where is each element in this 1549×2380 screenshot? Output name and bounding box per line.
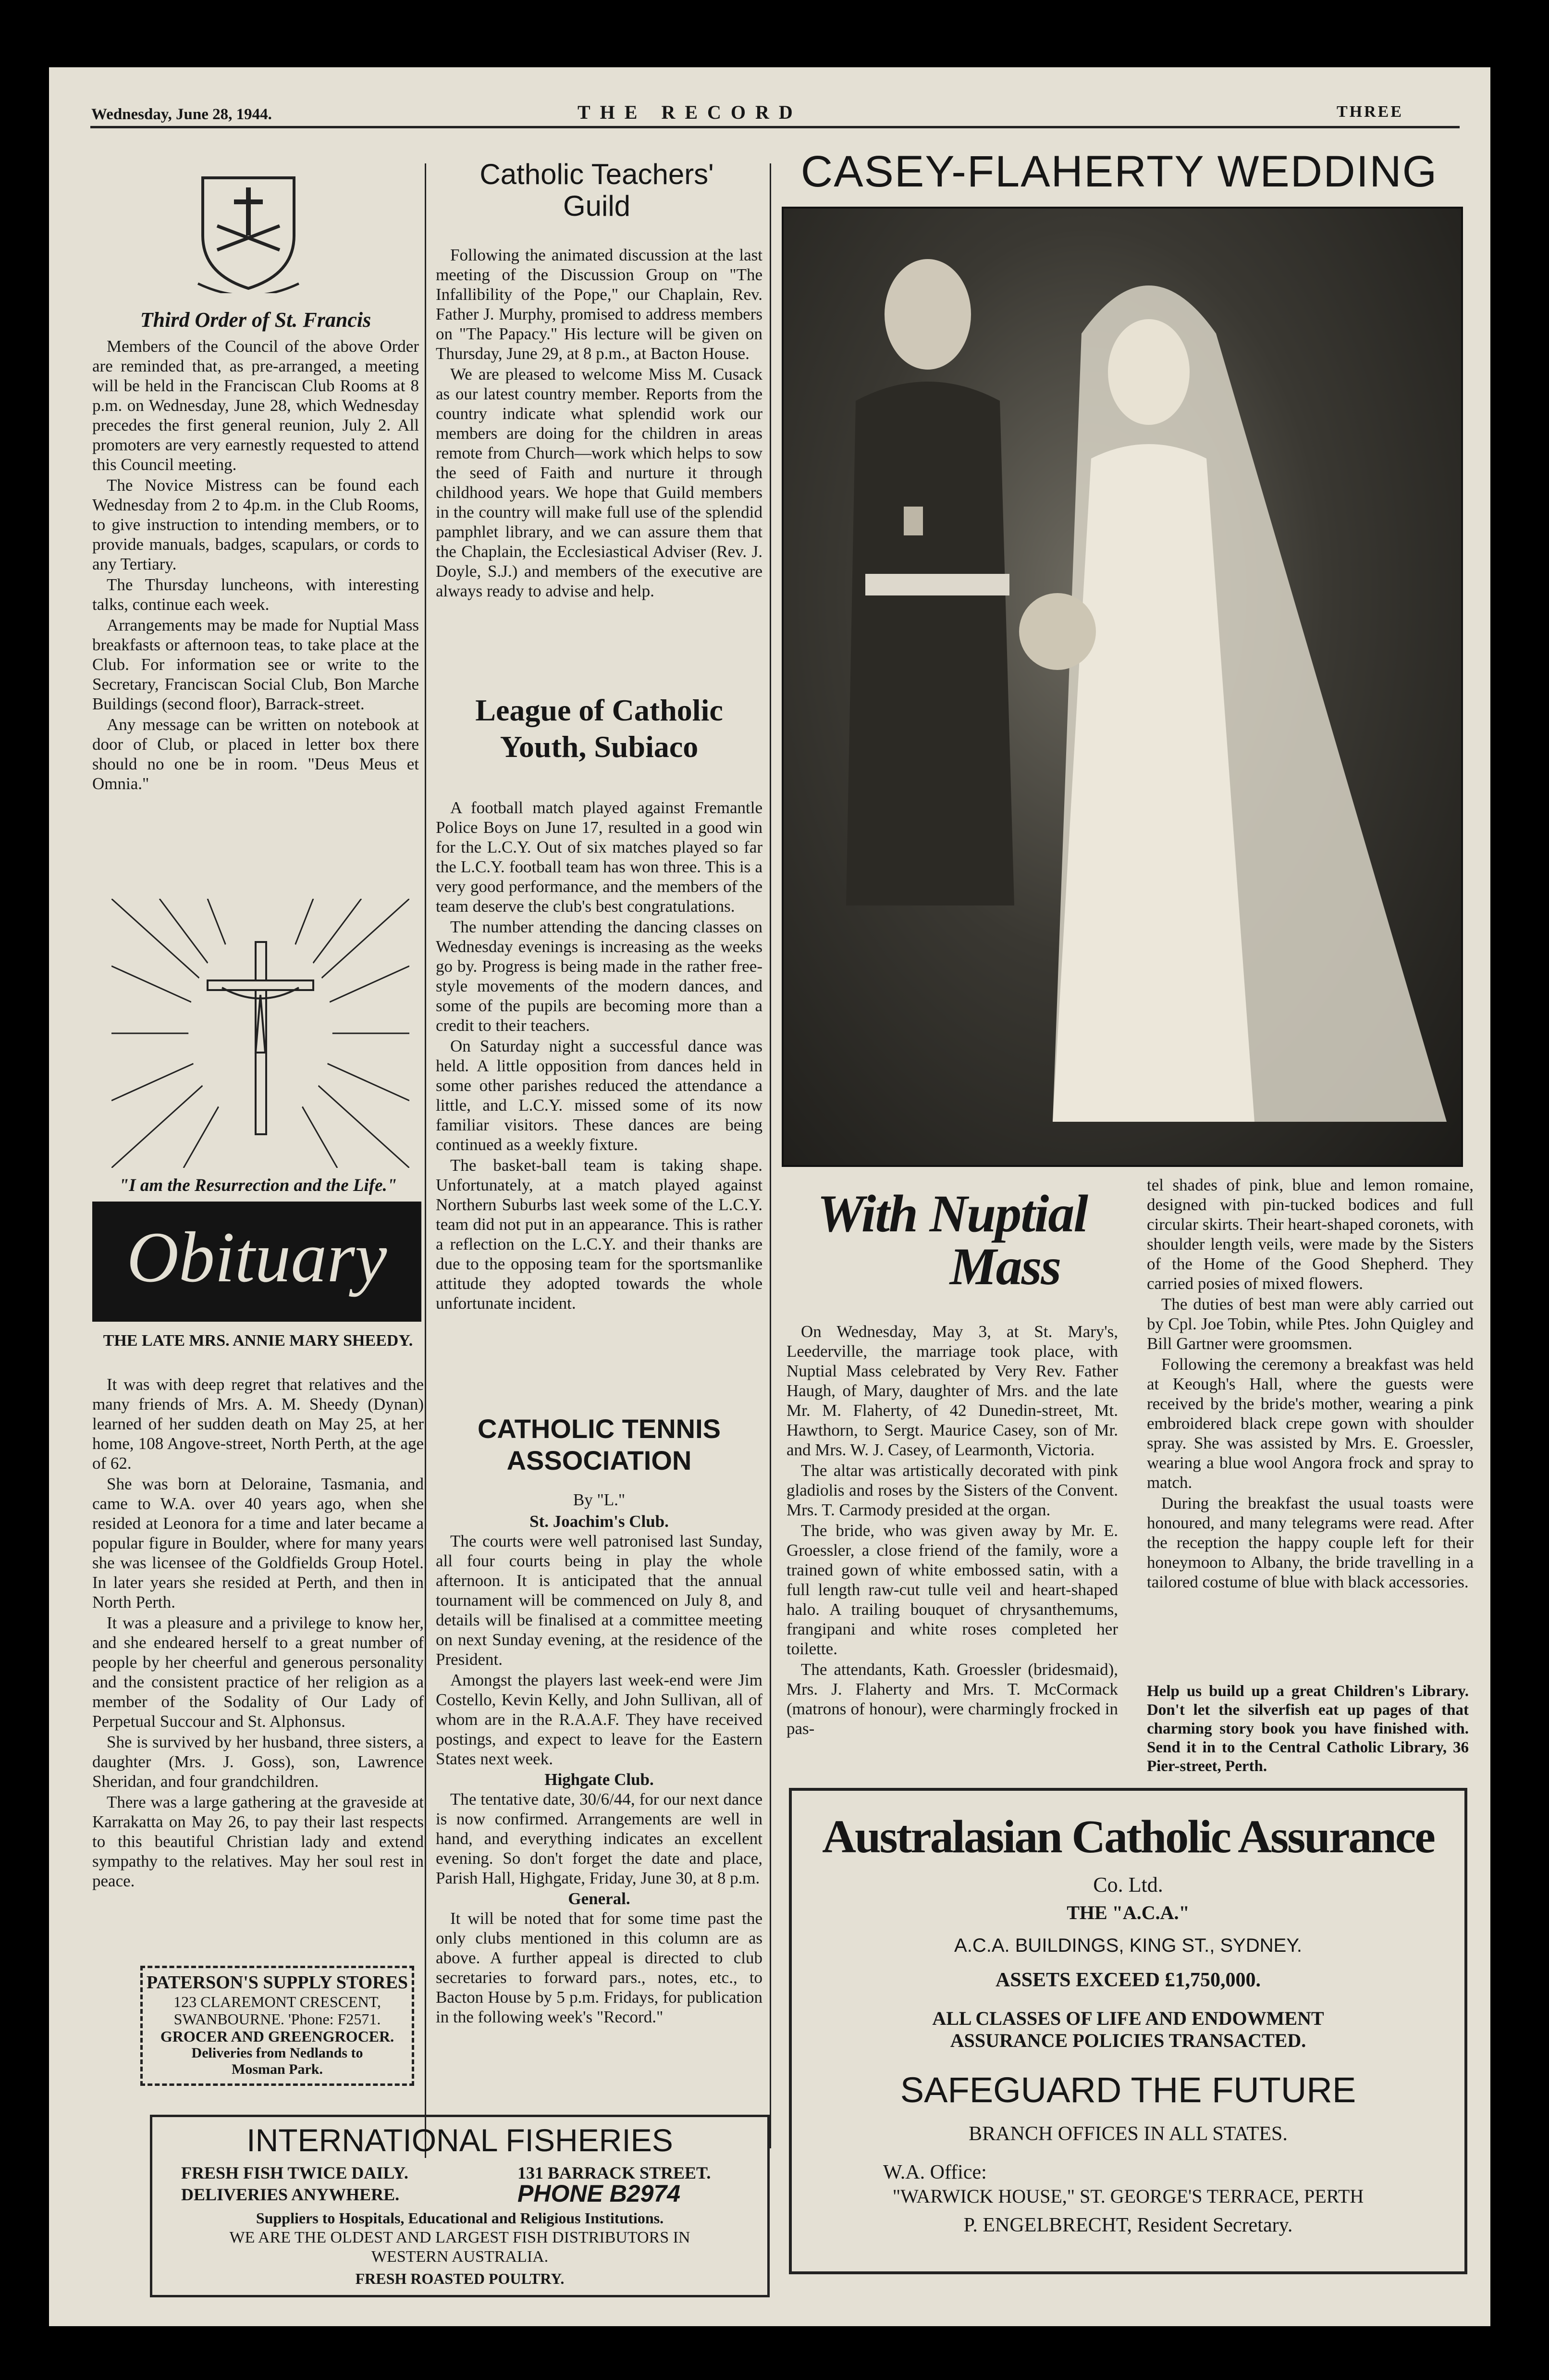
league-paragraph: A football match played against Fremantle Police Boys on June 17, resulted in a good win for the L.C.Y. Out of six matches played so far the L.C.Y. football team has won three. This is a very good performance, and the members of the team deserve the club's best congratulations. — [436, 798, 762, 916]
league-title-line1: League of Catholic — [475, 693, 723, 727]
wedding-body-right — [1147, 1175, 1474, 1593]
fisheries-fresh: FRESH FISH TWICE DAILY. — [181, 2163, 408, 2182]
third-order-paragraph: Any message can be written on notebook at door of Club, or placed in letter box there should no one be in room. "Deus Meus et Omnia." — [92, 715, 419, 793]
column-rule-2 — [770, 163, 771, 2148]
obituary-paragraph: There was a large gathering at the graveside at Karrakatta on May 26, to pay their last respects to this beautiful Christian lady and extend sympathy to the relatives. May her soul rest in peace. — [92, 1793, 424, 1890]
tennis-paragraph: The courts were well patronised last Sunday, all four courts being in play the whole afternoon. It is anticipated that the annual tournament will be commenced on July 8, and details will be finalised at a committee meeting on next Sunday evening, at the residence of the President. — [436, 1532, 762, 1669]
newspaper-page — [49, 67, 1490, 2326]
fisheries-deliveries: DELIVERIES ANYWHERE. — [181, 2185, 400, 2204]
assurance-name: Australasian Catholic Assurance — [822, 1811, 1434, 1863]
column-rule-1 — [425, 163, 426, 2158]
fisheries-suppliers: Suppliers to Hospitals, Educational and Religious Institutions. — [256, 2209, 664, 2227]
assurance-secretary: P. ENGELBRECHT, Resident Secretary. — [963, 2214, 1293, 2236]
league-paragraph: The basket-ball team is taking shape. Unfortunately, at a match played against Northern Suburbs last week some of the L.C.Y. team did not put in an appearance. This is rather a reflection on the L.C.Y. and their thanks are due to the opposing team for the sportsmanlike attitude they adopted towards the whole unfortunate incident. — [436, 1156, 762, 1313]
paterson-grocer: GROCER AND GREENGROCER. — [160, 2028, 394, 2045]
obituary-banner-text: Obituary — [126, 1217, 387, 1297]
assurance-assets: ASSETS EXCEED £1,750,000. — [996, 1969, 1261, 1991]
assurance-wa-office: W.A. Office: — [883, 2161, 987, 2183]
third-order-body — [92, 336, 419, 794]
wedding-paragraph: Following the ceremony a breakfast was held at Keough's Hall, where the guests were received by the bride's mother, wearing a pink embroidered black crepe gown with shoulder spray. She was assisted by Mrs. E. Groessler, wearing a blue wool Angora frock and spray to match. — [1147, 1355, 1474, 1492]
third-order-title: Third Order of St. Francis — [140, 308, 371, 332]
third-order-paragraph: The Novice Mistress can be found each Wednesday from 2 to 4p.m. in the Club Rooms, to give instruction to intending members, or to provide manuals, badges, scapulars, or cords to any Tertiary. — [92, 476, 419, 573]
tennis-paragraph: It will be noted that for some time past the only clubs mentioned in this column are as above. A further appeal is directed to club secretaries to forward pars., notes, etc., to Bacton House by 5 p.m. Fridays, for publication in the following week's "Record." — [436, 1909, 762, 2026]
wedding-body-left — [787, 1322, 1118, 1739]
fisheries-address: 131 BARRACK STREET. — [517, 2163, 711, 2182]
assurance-co: Co. Ltd. — [1093, 1873, 1163, 1897]
bride-figure-icon — [784, 209, 1461, 1165]
teachers-title-line2: Guild — [563, 190, 631, 222]
masthead-rule — [90, 126, 1460, 128]
paterson-phone: SWANBOURNE. 'Phone: F2571. — [173, 2010, 381, 2028]
tennis-title — [433, 1413, 765, 1476]
obituary-paragraph: It was a pleasure and a privilege to know her, and she endeared herself to a great number of people by her cheerful and generous personality and the consistent practice of her religion as a member of the Sodality of Our Lady of Perpetual Succour and St. Alphonsus. — [92, 1613, 424, 1731]
teachers-body — [436, 245, 762, 602]
tennis-title-line2: ASSOCIATION — [506, 1445, 692, 1475]
nuptial-banner — [789, 1184, 1116, 1296]
tennis-title-line1: CATHOLIC TENNIS — [477, 1413, 721, 1444]
paterson-area: Mosman Park. — [232, 2061, 323, 2077]
fisheries-ad — [150, 2115, 770, 2297]
wedding-paragraph: The altar was artistically decorated with pink gladiolis and roses by the Sisters of the Convent. Mrs. T. Carmody presided at the organ. — [787, 1461, 1118, 1519]
tennis-paragraph: The tentative date, 30/6/44, for our next dance is now confirmed. Arrangements are well in hand, and everything indicates an excellent evening. So don't forget the date and place, Parish Hall, Highgate, Friday, June 30, at 8 p.m. — [436, 1790, 762, 1887]
fisheries-oldest: WE ARE THE OLDEST AND LARGEST FISH DISTRIBUTORS IN — [229, 2229, 690, 2246]
tennis-body — [436, 1490, 762, 2028]
tennis-paragraph: Amongst the players last week-end were Jim Costello, Kevin Kelly, and John Sullivan, all of whom are in the R.A.A.F. They have received postings, and expect to leave for the Eastern States next week. — [436, 1671, 762, 1768]
teachers-title — [429, 159, 765, 222]
wedding-photo — [782, 207, 1463, 1167]
wedding-paragraph: The attendants, Kath. Groessler (bridesmaid), Mrs. J. Flaherty and Mrs. T. McCormack (matrons of honour), were charmingly frocked in pas- — [787, 1660, 1118, 1738]
assurance-classes-2: ASSURANCE POLICIES TRANSACTED. — [950, 2030, 1306, 2051]
nuptial-banner-line2: Mass — [949, 1237, 1061, 1296]
radiant-cross-icon — [111, 899, 409, 1168]
obituary-subhead: THE LATE MRS. ANNIE MARY SHEEDY. — [103, 1332, 413, 1350]
tennis-byline: By "L." — [573, 1490, 626, 1509]
paterson-ad — [140, 1966, 414, 2086]
wedding-headline: CASEY-FLAHERTY WEDDING — [800, 147, 1438, 196]
obituary-banner — [92, 1202, 421, 1322]
paper-name: THE RECORD — [578, 101, 802, 123]
wedding-paragraph: The bride, who was given away by Mr. E. Groessler, a close friend of the family, wore a trained gown of white embossed satin, with a full length raw-cut tulle veil and heart-shaped halo. A trailing bouquet of chrysanthemums, frangipani and white roses completed her toilette. — [787, 1521, 1118, 1658]
paterson-address: 123 CLAREMONT CRESCENT, — [173, 1993, 381, 2010]
obituary-paragraph: She was born at Deloraine, Tasmania, and came to W.A. over 40 years ago, when she resided at Leonora for a time and later became a popular figure in Boulder, where for many years she was licensee of the Goldfields Group Hotel. In later years she resided at Perth, and then in North Perth. — [92, 1475, 424, 1611]
league-title — [433, 692, 765, 765]
tennis-subhead-joachim: St. Joachim's Club. — [529, 1512, 669, 1531]
tennis-subhead-general: General. — [568, 1889, 630, 1908]
league-title-line2: Youth, Subiaco — [500, 730, 699, 764]
fisheries-poultry: FRESH ROASTED POULTRY. — [355, 2270, 565, 2287]
wedding-paragraph: The duties of best man were ably carried out by Cpl. Joe Tobin, while Ptes. John Quigley and Bill Gartner were groomsmen. — [1147, 1295, 1474, 1353]
assurance-buildings: A.C.A. BUILDINGS, KING ST., SYDNEY. — [954, 1935, 1302, 1956]
paterson-deliveries: Deliveries from Nedlands to — [191, 2045, 363, 2061]
paterson-name: PATERSON'S SUPPLY STORES — [146, 1972, 408, 1993]
wedding-paragraph: During the breakfast the usual toasts were honoured, and many telegrams were read. After the reception the happy couple left for their honeymoon to Albany, the bride travelling in a tailored costume of blue with black accessories. — [1147, 1494, 1474, 1591]
issue-date: Wednesday, June 28, 1944. — [91, 106, 272, 123]
library-note: Help us build up a great Children's Library. Don't let the silverfish eat up pages of that charming story book you have finished with. Send it in to the Central Catholic Library, 36 Pier-street, Perth. — [1147, 1683, 1469, 1775]
league-paragraph: On Saturday night a successful dance was held. A little opposition from dances held in some other parishes reduced the attendance a little, and L.C.Y. missed some of its now familiar visitors. These dances are being continued as a weekly fixture. — [436, 1037, 762, 1154]
third-order-paragraph: The Thursday luncheons, with interesting talks, continue each week. — [92, 575, 419, 614]
fisheries-name: INTERNATIONAL FISHERIES — [246, 2122, 673, 2158]
assurance-safeguard: SAFEGUARD THE FUTURE — [900, 2070, 1356, 2110]
tennis-subhead-highgate: Highgate Club. — [544, 1770, 654, 1789]
league-paragraph: The number attending the dancing classes on Wednesday evenings is increasing as the weeks go by. Progress is being made in the rather free-style movements of the modern dances, and some of the pupils are becoming more than a credit to their teachers. — [436, 917, 762, 1035]
assurance-classes-1: ALL CLASSES OF LIFE AND ENDOWMENT — [932, 2008, 1324, 2029]
fisheries-phone: PHONE B2974 — [517, 2180, 681, 2207]
third-order-paragraph: Members of the Council of the above Order are reminded that, as pre-arranged, a meeting will be held in the Franciscan Club Rooms at 8 p.m. on Wednesday, June 28, which Wednesday precedes the first general reunion, July 2. All promoters are very earnestly requested to attend this Council meeting. — [92, 337, 419, 474]
wedding-paragraph: tel shades of pink, blue and lemon romaine, designed with pin-tucked bodices and full circular skirts. Their heart-shaped coronets, with shoulder length veils, were made by the Sisters of the Home of the Good Shepherd. They carried posies of mixed flowers. — [1147, 1176, 1474, 1293]
obituary-paragraph: It was with deep regret that relatives and the many friends of Mrs. A. M. Sheedy (Dynan) learned of her sudden death on May 25, at her home, 108 Angove-street, North Perth, at the age of 62. — [92, 1375, 424, 1473]
teachers-paragraph: We are pleased to welcome Miss M. Cusack as our latest country member. Reports from the country indicate what splendid work our members are doing for the children in areas remote from Church—work which helps to sow the seed of Faith and nurture it through childhood years. We hope that Guild members in the country will make full use of the splendid pamphlet library, and we can assure them that the Chaplain, the Ecclesiastical Adviser (Rev. J. Doyle, S.J.) and members of the executive are always ready to advise and help. — [436, 365, 762, 600]
resurrection-caption: "I am the Resurrection and the Life." — [119, 1176, 397, 1195]
assurance-ad — [789, 1788, 1467, 2274]
fisheries-wa: WESTERN AUSTRALIA. — [371, 2248, 549, 2266]
league-body — [436, 798, 762, 1314]
page-number: THREE — [1337, 103, 1404, 121]
obituary-paragraph: She is survived by her husband, three sisters, a daughter (Mrs. J. Goss), son, Lawrence Sheridan, and four grandchildren. — [92, 1733, 424, 1791]
nuptial-banner-line1: With Nuptial — [817, 1184, 1087, 1243]
third-order-paragraph: Arrangements may be made for Nuptial Mass breakfasts or afternoon teas, to take place at the Club. For information see or write to the Secretary, Franciscan Social Club, Bon Marche Buildings (second floor), Barrack-street. — [92, 616, 419, 713]
assurance-aca: THE "A.C.A." — [1067, 1902, 1190, 1923]
third-order-crest-icon — [188, 163, 308, 293]
assurance-warwick: "WARWICK HOUSE," ST. GEORGE'S TERRACE, PERTH — [892, 2185, 1364, 2207]
obituary-body — [92, 1375, 424, 1892]
teachers-title-line1: Catholic Teachers' — [479, 158, 714, 190]
teachers-paragraph: Following the animated discussion at the last meeting of the Discussion Group on "The Infallibility of the Pope," our Chaplain, Rev. Father J. Murphy, promised to address members on "The Papacy." His lecture will be given on Thursday, June 29, at 8 p.m., at Bacton House. — [436, 246, 762, 363]
assurance-branch: BRANCH OFFICES IN ALL STATES. — [969, 2123, 1288, 2145]
wedding-paragraph: On Wednesday, May 3, at St. Mary's, Leederville, the marriage took place, with Nuptial Mass celebrated by Very Rev. Father Haugh, of Mary, daughter of Mrs. and the late Mr. M. Flaherty, of 42 Dunedin-street, Mt. Hawthorn, to Sergt. Maurice Casey, son of Mr. and Mrs. W. J. Casey, of Learmonth, Victoria. — [787, 1322, 1118, 1459]
